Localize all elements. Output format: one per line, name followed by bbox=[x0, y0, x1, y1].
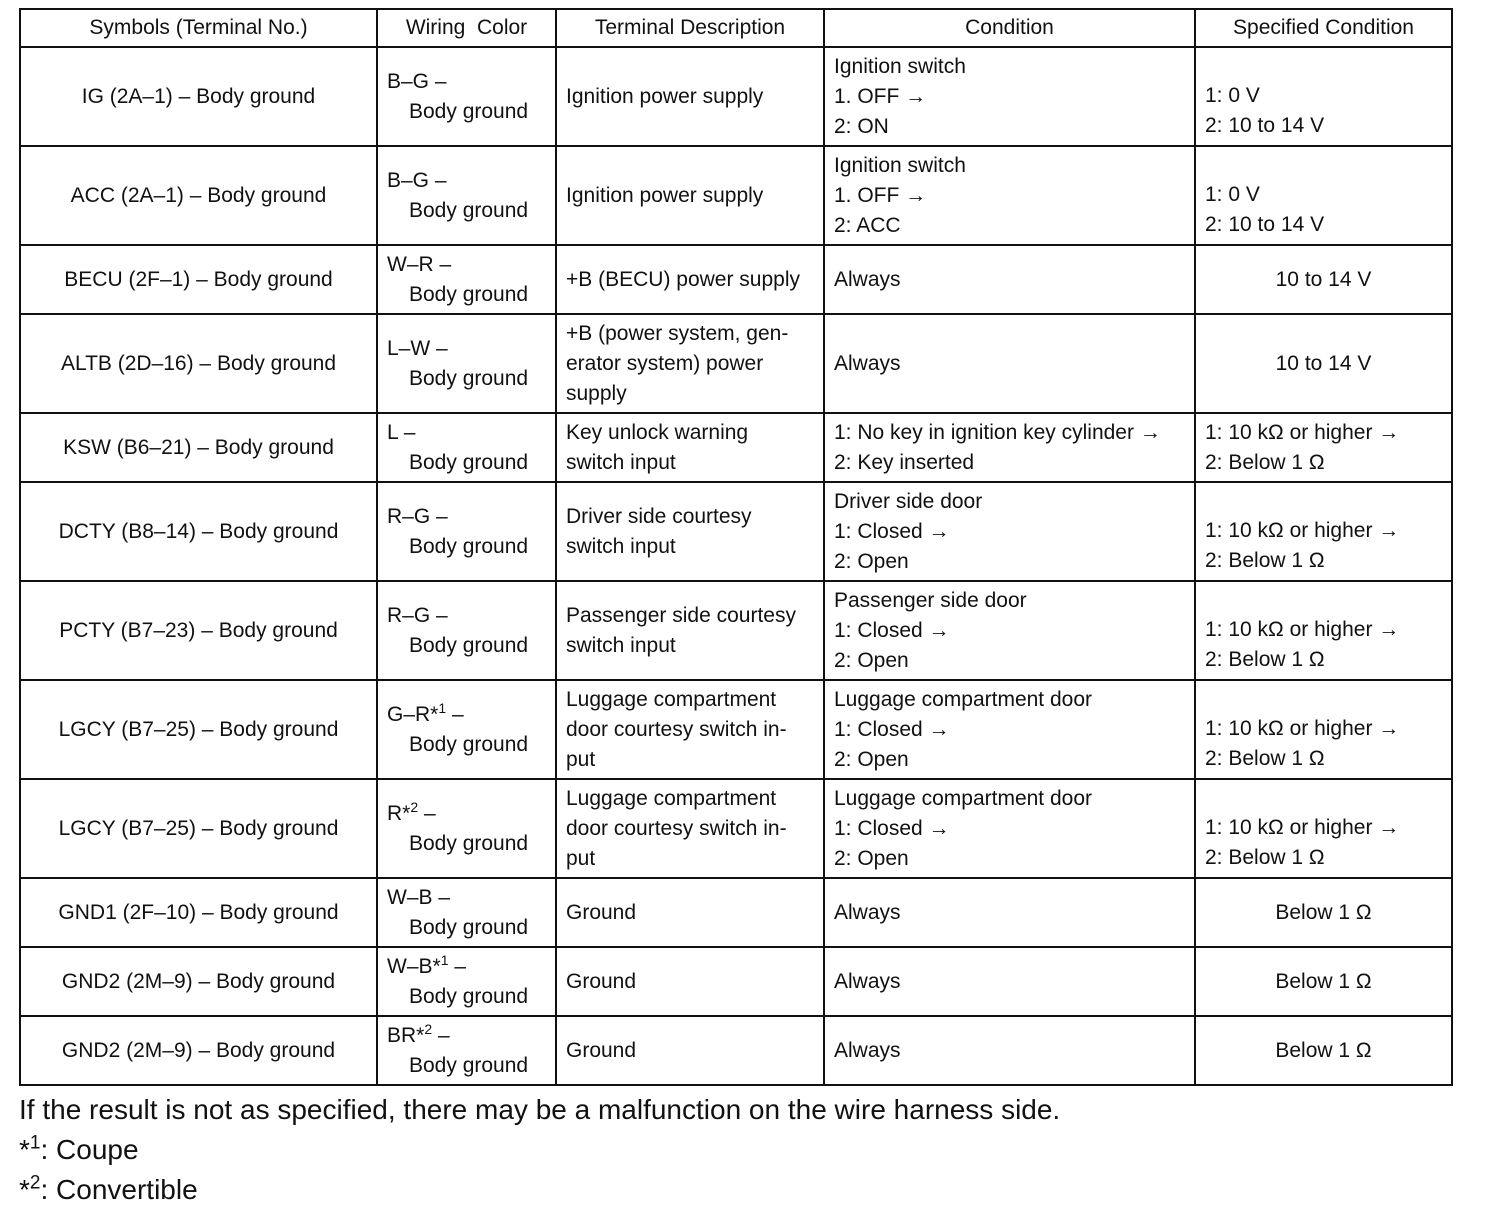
spec-line: 1: 10 kΩ or higher → bbox=[1205, 420, 1400, 444]
description-line: Driver side courtesy bbox=[566, 504, 752, 528]
condition-line: Ignition switch bbox=[834, 54, 966, 78]
terminal-symbol: LGCY (B7–25) – Body ground bbox=[20, 779, 377, 878]
description-line: door courtesy switch in- bbox=[566, 816, 787, 840]
description-line: Ground bbox=[566, 900, 637, 924]
footnote-1-text: : Coupe bbox=[40, 1134, 139, 1165]
condition bbox=[824, 878, 1195, 947]
wire-color: W–B* bbox=[387, 954, 441, 978]
footer-note: If the result is not as specified, there may be a malfunction on the wire harness side. bbox=[19, 1094, 1061, 1125]
wire-color: R–G – bbox=[387, 603, 448, 627]
wire-dash: – bbox=[446, 702, 464, 726]
condition-line: 2: Open bbox=[834, 549, 909, 573]
condition-line: 1: Closed → bbox=[834, 816, 950, 840]
footnote-1-sup: 1 bbox=[29, 1132, 41, 1154]
terminal-description bbox=[556, 47, 824, 146]
condition-line: Luggage compartment door bbox=[834, 786, 1092, 810]
wiring-color bbox=[377, 947, 556, 1016]
wire-ground: Body ground bbox=[409, 450, 529, 474]
footnote-2-sup: 2 bbox=[29, 1172, 41, 1194]
wire-ground: Body ground bbox=[409, 198, 529, 222]
condition-line: 2: ACC bbox=[834, 213, 901, 237]
terminal-symbol: ALTB (2D–16) – Body ground bbox=[20, 314, 377, 413]
terminal-description bbox=[556, 581, 824, 680]
specified-condition bbox=[1195, 779, 1452, 878]
header-terminal-description: Terminal Description bbox=[556, 9, 824, 47]
header-specified-condition: Specified Condition bbox=[1195, 9, 1452, 47]
header-wiring-color: Wiring Color bbox=[377, 9, 556, 47]
header-condition: Condition bbox=[824, 9, 1195, 47]
terminal-symbol: GND2 (2M–9) – Body ground bbox=[20, 1016, 377, 1085]
table-row bbox=[20, 947, 1452, 1016]
spec-line: 1: 0 V bbox=[1205, 83, 1260, 107]
specified-condition bbox=[1195, 146, 1452, 245]
description-line: put bbox=[566, 846, 596, 870]
condition bbox=[824, 680, 1195, 779]
spec-line: 1: 0 V bbox=[1205, 182, 1260, 206]
terminal-description bbox=[556, 482, 824, 581]
spec-line: 10 to 14 V bbox=[1275, 267, 1372, 291]
spec-line: 2: Below 1 Ω bbox=[1205, 746, 1325, 770]
spec-line: 1: 10 kΩ or higher → bbox=[1205, 716, 1400, 740]
table-row bbox=[20, 413, 1452, 482]
wire-ground: Body ground bbox=[409, 915, 529, 939]
wire-color: B–G – bbox=[387, 168, 447, 192]
specified-condition bbox=[1195, 581, 1452, 680]
condition bbox=[824, 947, 1195, 1016]
description-line: +B (BECU) power supply bbox=[566, 267, 801, 291]
table-row bbox=[20, 680, 1452, 779]
condition-line: 1. OFF → bbox=[834, 183, 927, 207]
condition-line: 1. OFF → bbox=[834, 84, 927, 108]
condition-line: 2: Open bbox=[834, 648, 909, 672]
specified-condition bbox=[1195, 680, 1452, 779]
condition-line: Always bbox=[834, 267, 901, 291]
condition-line: Driver side door bbox=[834, 489, 983, 513]
wiring-color bbox=[377, 146, 556, 245]
footnote-coupe bbox=[19, 1130, 139, 1170]
table-row bbox=[20, 581, 1452, 680]
terminal-description bbox=[556, 1016, 824, 1085]
spec-line: 2: Below 1 Ω bbox=[1205, 845, 1325, 869]
wire-color: W–B – bbox=[387, 885, 451, 909]
terminal-description bbox=[556, 779, 824, 878]
wire-ground: Body ground bbox=[409, 1053, 529, 1077]
spec-line: 2: Below 1 Ω bbox=[1205, 450, 1325, 474]
terminal-symbol: PCTY (B7–23) – Body ground bbox=[20, 581, 377, 680]
spec-line: Below 1 Ω bbox=[1275, 969, 1372, 993]
condition-line: 2: Open bbox=[834, 747, 909, 771]
wire-color: W–R – bbox=[387, 252, 452, 276]
condition-line: 2: Key inserted bbox=[834, 450, 975, 474]
specified-condition bbox=[1195, 482, 1452, 581]
terminal-symbol: KSW (B6–21) – Body ground bbox=[20, 413, 377, 482]
wire-ground: Body ground bbox=[409, 732, 529, 756]
wire-ground: Body ground bbox=[409, 366, 529, 390]
description-line: +B (power system, gen- bbox=[566, 321, 789, 345]
wire-dash: – bbox=[432, 1023, 450, 1047]
description-line: door courtesy switch in- bbox=[566, 717, 787, 741]
condition bbox=[824, 482, 1195, 581]
table-body bbox=[20, 47, 1452, 1085]
terminal-symbol: DCTY (B8–14) – Body ground bbox=[20, 482, 377, 581]
spec-line: Below 1 Ω bbox=[1275, 1038, 1372, 1062]
table-row bbox=[20, 482, 1452, 581]
spec-line: 2: Below 1 Ω bbox=[1205, 548, 1325, 572]
condition-line: 2: Open bbox=[834, 846, 909, 870]
description-line: switch input bbox=[566, 633, 676, 657]
wire-color: B–G – bbox=[387, 69, 447, 93]
wire-dash: – bbox=[418, 801, 436, 825]
wire-color: BR* bbox=[387, 1023, 425, 1047]
wire-ground: Body ground bbox=[409, 534, 529, 558]
condition bbox=[824, 146, 1195, 245]
header-row bbox=[20, 9, 1452, 47]
wiring-color bbox=[377, 47, 556, 146]
terminal-symbol: LGCY (B7–25) – Body ground bbox=[20, 680, 377, 779]
wiring-color bbox=[377, 581, 556, 680]
terminal-description bbox=[556, 245, 824, 314]
wire-color: L – bbox=[387, 420, 416, 444]
specified-condition bbox=[1195, 947, 1452, 1016]
table-row bbox=[20, 314, 1452, 413]
wiring-color bbox=[377, 482, 556, 581]
description-line: Key unlock warning bbox=[566, 420, 749, 444]
wire-footnote: 1 bbox=[440, 951, 449, 968]
spec-line: 10 to 14 V bbox=[1275, 351, 1372, 375]
condition-line: Always bbox=[834, 1038, 901, 1062]
table-row bbox=[20, 1016, 1452, 1085]
wire-ground: Body ground bbox=[409, 282, 529, 306]
wiring-color bbox=[377, 878, 556, 947]
condition-line: Always bbox=[834, 969, 901, 993]
terminal-symbol: IG (2A–1) – Body ground bbox=[20, 47, 377, 146]
specified-condition bbox=[1195, 47, 1452, 146]
specified-condition bbox=[1195, 314, 1452, 413]
table-row bbox=[20, 47, 1452, 146]
spec-line: 1: 10 kΩ or higher → bbox=[1205, 518, 1400, 542]
spec-line: 2: 10 to 14 V bbox=[1205, 113, 1325, 137]
description-line: switch input bbox=[566, 450, 676, 474]
description-line: Luggage compartment bbox=[566, 786, 777, 810]
condition bbox=[824, 413, 1195, 482]
wiring-color bbox=[377, 245, 556, 314]
wiring-color bbox=[377, 1016, 556, 1085]
wiring-color bbox=[377, 680, 556, 779]
condition-line: Passenger side door bbox=[834, 588, 1027, 612]
wire-dash: – bbox=[448, 954, 466, 978]
spec-line: 1: 10 kΩ or higher → bbox=[1205, 617, 1400, 641]
condition bbox=[824, 47, 1195, 146]
condition-line: Ignition switch bbox=[834, 153, 966, 177]
terminal-description bbox=[556, 947, 824, 1016]
condition-line: Always bbox=[834, 351, 901, 375]
terminal-symbol: GND2 (2M–9) – Body ground bbox=[20, 947, 377, 1016]
condition-line: Always bbox=[834, 900, 901, 924]
footnote-1-mark: * bbox=[19, 1134, 30, 1165]
spec-line: Below 1 Ω bbox=[1275, 900, 1372, 924]
wire-footnote: 2 bbox=[410, 798, 419, 815]
table-row bbox=[20, 878, 1452, 947]
terminal-symbol: BECU (2F–1) – Body ground bbox=[20, 245, 377, 314]
condition-line: 1: No key in ignition key cylinder → bbox=[834, 420, 1161, 444]
condition-line: 2: ON bbox=[834, 114, 889, 138]
terminal-description bbox=[556, 878, 824, 947]
wiring-color bbox=[377, 314, 556, 413]
condition bbox=[824, 314, 1195, 413]
table-row bbox=[20, 245, 1452, 314]
wiring-color bbox=[377, 779, 556, 878]
wire-ground: Body ground bbox=[409, 633, 529, 657]
description-line: erator system) power bbox=[566, 351, 764, 375]
spec-line: 1: 10 kΩ or higher → bbox=[1205, 815, 1400, 839]
spec-line: 2: Below 1 Ω bbox=[1205, 647, 1325, 671]
header-symbols: Symbols (Terminal No.) bbox=[20, 9, 377, 47]
footnote-convertible bbox=[19, 1170, 198, 1210]
condition bbox=[824, 245, 1195, 314]
terminal-description bbox=[556, 680, 824, 779]
wire-color: R* bbox=[387, 801, 411, 825]
description-line: Ignition power supply bbox=[566, 84, 764, 108]
description-line: Ground bbox=[566, 969, 637, 993]
terminal-description bbox=[556, 314, 824, 413]
wire-ground: Body ground bbox=[409, 99, 529, 123]
condition-line: 1: Closed → bbox=[834, 519, 950, 543]
condition-line: Luggage compartment door bbox=[834, 687, 1092, 711]
condition-line: 1: Closed → bbox=[834, 717, 950, 741]
description-line: Ground bbox=[566, 1038, 637, 1062]
footnote-2-text: : Convertible bbox=[40, 1174, 198, 1205]
terminal-symbol: GND1 (2F–10) – Body ground bbox=[20, 878, 377, 947]
table-row bbox=[20, 779, 1452, 878]
description-line: Luggage compartment bbox=[566, 687, 777, 711]
specified-condition bbox=[1195, 1016, 1452, 1085]
wire-footnote: 2 bbox=[424, 1020, 433, 1037]
condition bbox=[824, 1016, 1195, 1085]
condition bbox=[824, 581, 1195, 680]
specified-condition bbox=[1195, 413, 1452, 482]
wiring-color bbox=[377, 413, 556, 482]
description-line: supply bbox=[566, 381, 627, 405]
wire-color: G–R* bbox=[387, 702, 439, 726]
specified-condition bbox=[1195, 878, 1452, 947]
description-line: Ignition power supply bbox=[566, 183, 764, 207]
wire-ground: Body ground bbox=[409, 984, 529, 1008]
specified-condition bbox=[1195, 245, 1452, 314]
terminal-symbol: ACC (2A–1) – Body ground bbox=[20, 146, 377, 245]
description-line: Passenger side courtesy bbox=[566, 603, 796, 627]
condition bbox=[824, 779, 1195, 878]
wire-ground: Body ground bbox=[409, 831, 529, 855]
wire-footnote: 1 bbox=[438, 699, 447, 716]
table-row bbox=[20, 146, 1452, 245]
terminal-description bbox=[556, 146, 824, 245]
terminal-description bbox=[556, 413, 824, 482]
spec-line: 2: 10 to 14 V bbox=[1205, 212, 1325, 236]
description-line: switch input bbox=[566, 534, 676, 558]
condition-line: 1: Closed → bbox=[834, 618, 950, 642]
description-line: put bbox=[566, 747, 596, 771]
wire-color: R–G – bbox=[387, 504, 448, 528]
terminal-table bbox=[19, 8, 1453, 1086]
wire-color: L–W – bbox=[387, 336, 448, 360]
footnote-2-mark: * bbox=[19, 1174, 30, 1205]
